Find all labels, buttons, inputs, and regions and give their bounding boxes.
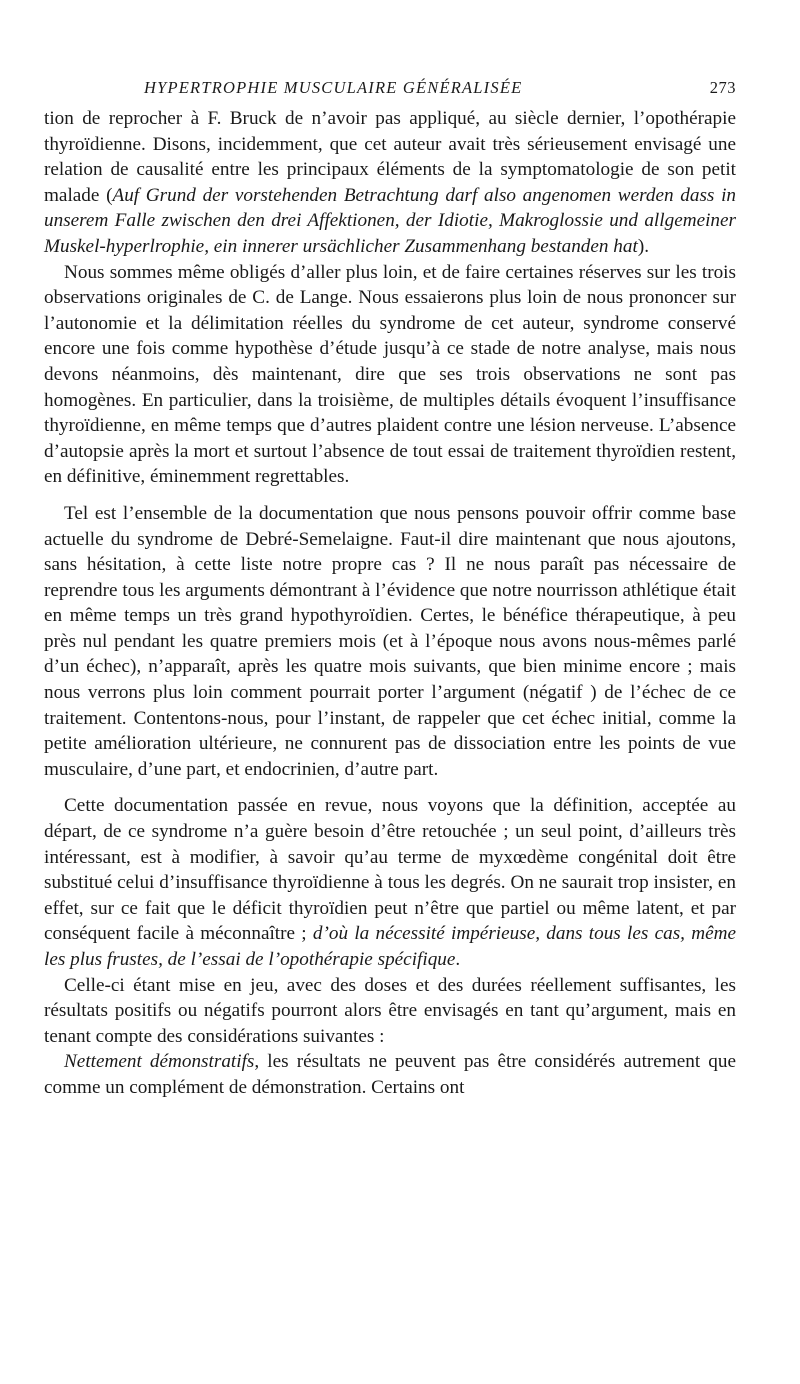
paragraph-6-text: , les résultats ne peuvent pas être considérés autrement que comme un complément de démonstration. Certains ont: [44, 1051, 736, 1098]
running-head: [144, 78, 736, 98]
paragraph-1-text: tion de reprocher à F. Bruck de n’avoir pas appliqué, au siècle dernier, l’opothérapie thyroïdienne. Disons, incidemment, que cet auteur avait très sérieusement envisagé une relation de causalité entre les principaux éléments de la symptomatologie de son petit malade (: [44, 108, 736, 206]
paragraph-5: Celle-ci étant mise en jeu, avec des doses et des durées réellement suffisantes, les résultats positifs ou négatifs pourront alors être envisagés en tant qu’argument, mais en tenant compte des considérations suivantes :: [44, 974, 736, 1047]
german-quotation: Auf Grund der vorstehenden Betrachtung darf also angenomen werden dass in unserem Falle zwischen den drei Affektionen, der Idiotie, Makroglossie und allgemeiner Muskel-hyperlrophie, ein innerer ursächlicher Zusammenhang bestanden hat: [44, 184, 736, 257]
paragraph-1-end: ).: [637, 235, 650, 257]
paragraph-2: Nous sommes même obligés d’aller plus loin, et de faire certaines réserves sur les trois observations originales de C. de Lange. Nous essaierons plus loin de nous prononcer sur l’autonomie et la délimitation réelles du syndrome de cet auteur, syndrome conservé encore une fois comme hypothèse d’étude jusqu’à ce stade de notre analyse, mais nous devons néanmoins, dès maintenant, dire que ses trois observations ne sont pas homogènes. En particulier, dans la troisième, de multiples détails évoquent l’insuffisance thyroïdienne, en même temps que d’autres plaident contre une lésion nerveuse. L’absence d’autopsie après la mort et surtout l’absence de tout essai de traitement thyroïdien restent, en définitive, éminemment regrettables.: [44, 261, 736, 488]
paragraph-1: [44, 106, 736, 260]
paragraph-4-end: .: [455, 949, 461, 970]
running-title: HYPERTROPHIE MUSCULAIRE GÉNÉRALISÉE: [144, 78, 523, 97]
paragraph-6-lead: Nettement démonstratifs: [64, 1051, 255, 1073]
paragraph-4-text: Cette documentation passée en revue, nous voyons que la définition, acceptée au départ, de ce syndrome n’a guère besoin d’être retouchée ; un seul point, d’ailleurs très intéressant, est à modifier, à savoir qu’au terme de myxœdème congénital doit être substitué celui d’insuffisance thyroïdienne à tous les degrés. On ne saurait trop insister, en effet, sur ce fait que le déficit thyroïdien peut n’être que partiel ou même latent, et par conséquent facile à méconnaître ;: [44, 795, 736, 945]
paragraph-3: Tel est l’ensemble de la documentation que nous pensons pouvoir offrir comme base actuelle du syndrome de Debré-Semelaigne. Faut-il dire maintenant que nous ajoutons, sans hésitation, à cette liste notre propre cas ? Il ne nous paraît pas nécessaire de reprendre tous les arguments démontrant à l’évidence que notre nourrisson athlétique était en même temps un très grand hypothyroïdien. Certes, le bénéfice thérapeutique, à peu près nul pendant les quatre premiers mois (et à l’époque nous avons nous-mêmes parlé d’un échec), n’apparaît, après les quatre mois suivants, que bien minime encore ; mais nous verrons plus loin comment pourrait porter l’argument (négatif ) de l’échec de ce traitement. Contentons-nous, pour l’instant, de rappeler que cet échec initial, comme la petite amélioration ultérieure, ne connurent pas de dissociation entre les points de vue musculaire, d’une part, et endocrinien, d’autre part.: [44, 502, 736, 780]
emphasis-statement: d’où la nécessité impérieuse, dans tous les cas, même les plus frustes, de l’essai de l’opothérapie spécifique: [44, 923, 736, 970]
book-page: [44, 78, 736, 1101]
paragraph-6: [44, 1049, 736, 1100]
page-number: 273: [709, 78, 736, 97]
paragraph-4: [44, 793, 736, 972]
body-text: [44, 106, 736, 1101]
